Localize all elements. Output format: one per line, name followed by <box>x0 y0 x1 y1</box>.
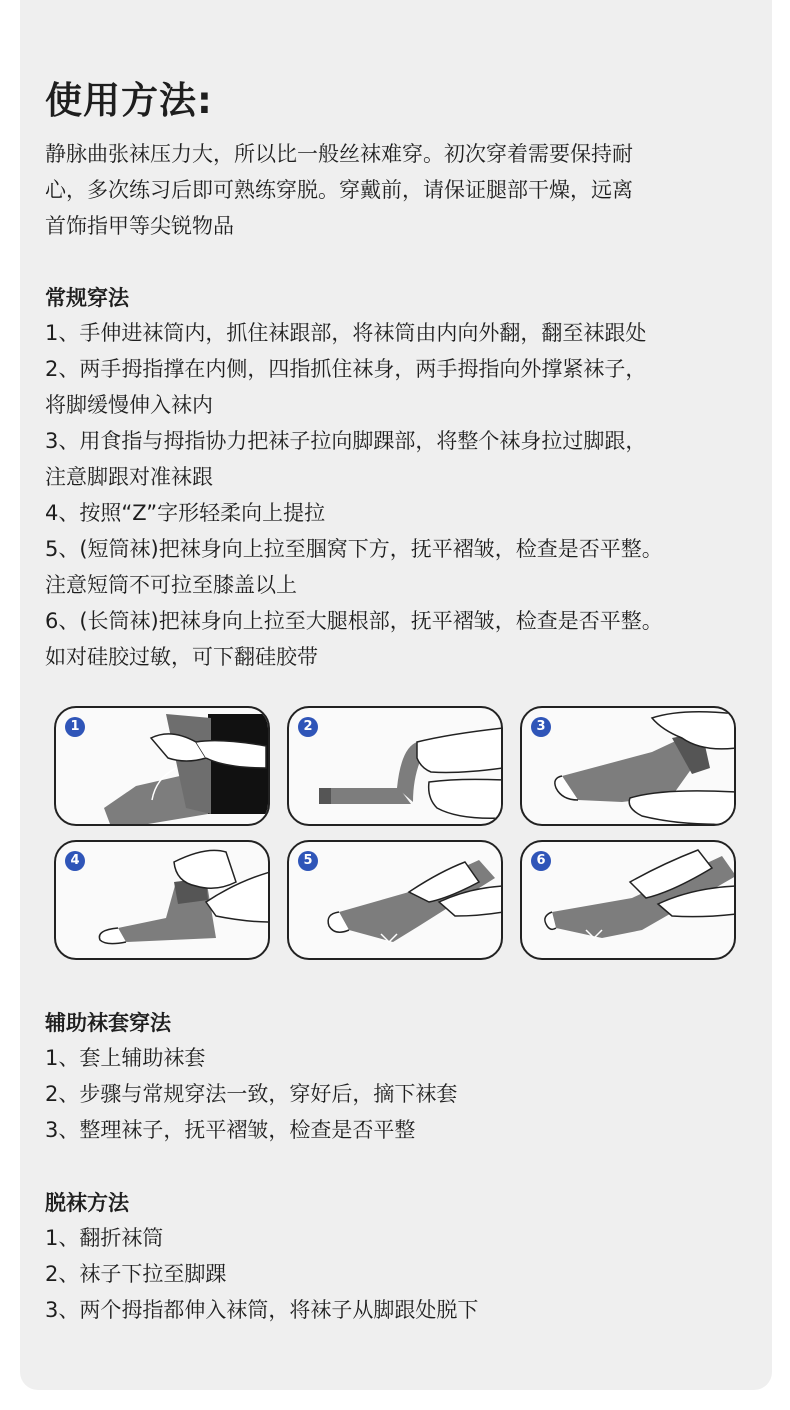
list-item: 3、两个拇指都伸入袜筒，将袜子从脚跟处脱下 <box>45 1298 479 1322</box>
step-number-badge: 2 <box>298 717 318 737</box>
step-illustration-3 <box>520 706 736 826</box>
intro-line: 心，多次练习后即可熟练穿脱。穿戴前，请保证腿部干燥，远离 <box>45 178 633 202</box>
stocking-illustration <box>289 708 503 826</box>
stocking-illustration <box>522 708 736 826</box>
list-item: 注意短筒不可拉至膝盖以上 <box>45 573 297 597</box>
list-item: 3、用食指与拇指协力把袜子拉向脚踝部，将整个袜身拉过脚跟， <box>45 429 647 453</box>
step-number-badge: 4 <box>65 851 85 871</box>
removal-steps-list <box>45 1220 765 1328</box>
page-title: 使用方法: <box>45 79 213 122</box>
list-item: 如对硅胶过敏，可下翻硅胶带 <box>45 645 318 669</box>
stocking-illustration <box>522 842 736 960</box>
regular-steps-list <box>45 315 765 675</box>
list-item: 3、整理袜子，抚平褶皱，检查是否平整 <box>45 1118 416 1142</box>
list-item: 5、(短筒袜)把袜身向上拉至腘窝下方，抚平褶皱，检查是否平整。 <box>45 537 663 561</box>
stocking-illustration <box>289 842 503 960</box>
stocking-illustration <box>56 708 270 826</box>
helper-heading: 辅助袜套穿法 <box>45 1011 171 1035</box>
helper-steps-list <box>45 1040 765 1148</box>
removal-heading: 脱袜方法 <box>45 1191 129 1215</box>
step-number-badge: 6 <box>531 851 551 871</box>
stocking-illustration <box>56 842 270 960</box>
list-item: 6、(长筒袜)把袜身向上拉至大腿根部，抚平褶皱，检查是否平整。 <box>45 609 663 633</box>
illustration-grid <box>54 706 738 962</box>
intro-line: 首饰指甲等尖锐物品 <box>45 214 234 238</box>
intro-line: 静脉曲张袜压力大，所以比一般丝袜难穿。初次穿着需要保持耐 <box>45 142 633 166</box>
step-illustration-4 <box>54 840 270 960</box>
step-illustration-2 <box>287 706 503 826</box>
list-item: 4、按照“Z”字形轻柔向上提拉 <box>45 501 326 525</box>
step-illustration-5 <box>287 840 503 960</box>
list-item: 2、袜子下拉至脚踝 <box>45 1262 227 1286</box>
list-item: 1、套上辅助袜套 <box>45 1046 206 1070</box>
list-item: 将脚缓慢伸入袜内 <box>45 393 213 417</box>
list-item: 2、两手拇指撑在内侧，四指抓住袜身，两手拇指向外撑紧袜子， <box>45 357 647 381</box>
step-number-badge: 3 <box>531 717 551 737</box>
regular-heading: 常规穿法 <box>45 286 129 310</box>
step-number-badge: 1 <box>65 717 85 737</box>
list-item: 2、步骤与常规穿法一致，穿好后，摘下袜套 <box>45 1082 458 1106</box>
list-item: 1、翻折袜筒 <box>45 1226 164 1250</box>
list-item: 1、手伸进袜筒内，抓住袜跟部，将袜筒由内向外翻，翻至袜跟处 <box>45 321 647 345</box>
step-number-badge: 5 <box>298 851 318 871</box>
step-illustration-6 <box>520 840 736 960</box>
step-illustration-1 <box>54 706 270 826</box>
list-item: 注意脚跟对准袜跟 <box>45 465 213 489</box>
intro-paragraph <box>45 136 755 244</box>
